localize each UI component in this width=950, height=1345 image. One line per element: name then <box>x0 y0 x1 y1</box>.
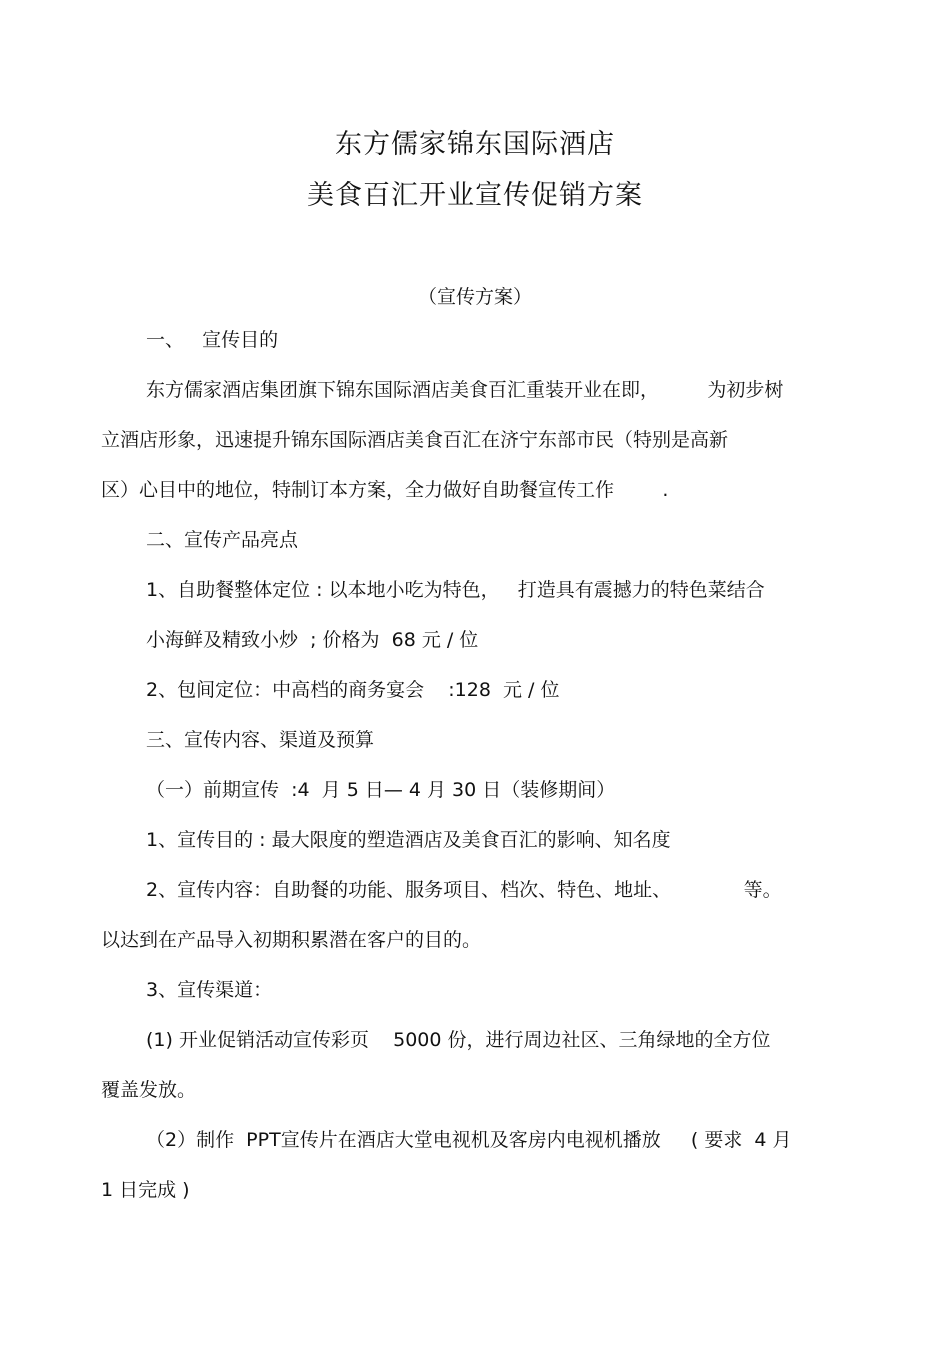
section-heading: 二、宣传产品亮点 <box>146 529 299 551</box>
paragraph-line: 小海鲜及精致小炒 ; 价格为 68 元 / 位 <box>146 629 479 651</box>
document-title-line1: 东方儒家锦东国际酒店 <box>335 129 615 160</box>
paragraph-line: 1、自助餐整体定位 : 以本地小吃为特色， 打造具有震撼力的特色菜结合 <box>146 579 765 601</box>
paragraph-line: 2、包间定位：中高档的商务宴会 :128 元 / 位 <box>146 679 560 701</box>
paragraph-line: 立酒店形象，迅速提升锦东国际酒店美食百汇在济宁东部市民（特别是高新 <box>101 429 729 451</box>
subsection-heading: （一）前期宣传 :4 月 5 日— 4 月 30 日（装修期间） <box>146 779 616 801</box>
paragraph-line: 2、宣传内容：自助餐的功能、服务项目、档次、特色、地址、 等。 <box>146 879 782 901</box>
paragraph-line: 以达到在产品导入初期积累潜在客户的目的。 <box>101 929 482 951</box>
section-heading: 一、 宣传目的 <box>146 329 279 351</box>
subtitle: （宣传方案） <box>417 286 532 308</box>
section-heading: 三、宣传内容、渠道及预算 <box>146 729 375 751</box>
document-title-line2: 美食百汇开业宣传促销方案 <box>307 180 643 211</box>
paragraph-line: 区）心目中的地位，特制订本方案，全力做好自助餐宣传工作 . <box>101 479 669 501</box>
paragraph-line: 1 日完成 ) <box>101 1179 190 1201</box>
paragraph-line: (1) 开业促销活动宣传彩页 5000 份，进行周边社区、三角绿地的全方位 <box>146 1029 771 1051</box>
paragraph-line: 东方儒家酒店集团旗下锦东国际酒店美食百汇重装开业在即， 为初步树 <box>146 379 784 401</box>
paragraph-line: 覆盖发放。 <box>101 1079 197 1101</box>
paragraph-line: 1、宣传目的 : 最大限度的塑造酒店及美食百汇的影响、知名度 <box>146 829 671 851</box>
paragraph-line: （2）制作 PPT宣传片在酒店大堂电视机及客房内电视机播放 ( 要求 4 月 <box>146 1129 792 1151</box>
paragraph-line: 3、宣传渠道： <box>146 979 273 1001</box>
